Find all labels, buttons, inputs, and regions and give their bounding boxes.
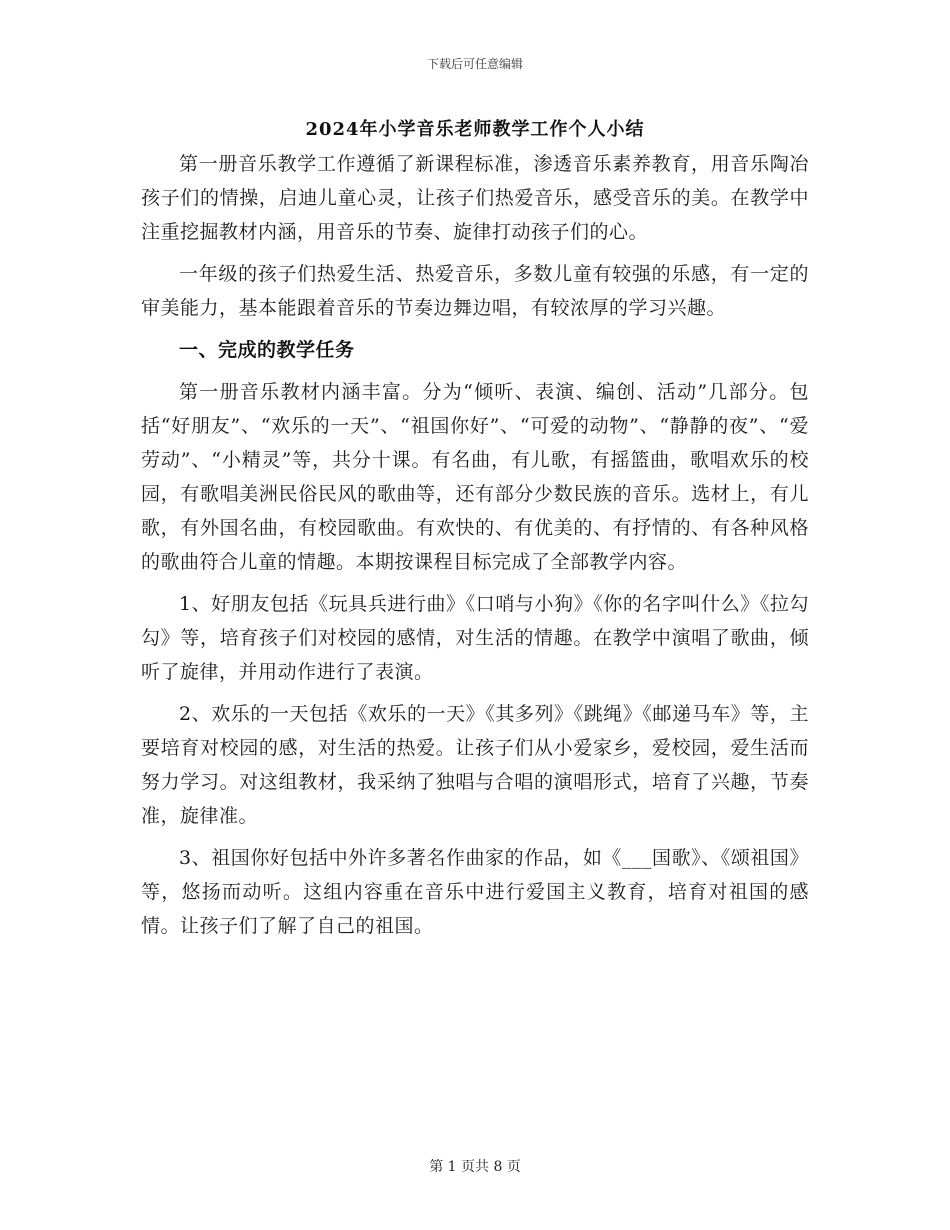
document-body — [141, 147, 809, 943]
paragraph: 第一册音乐教学工作遵循了新课程标准，渗透音乐素养教育，用音乐陶冶孩子们的情操，启迪儿童心灵，让孩子们热爱音乐，感受音乐的美。在教学中注重挖掘教材内涵，用音乐的节奏、旋律打动孩子们的心。 — [141, 153, 809, 243]
paragraph: 2、欢乐的一天包括《欢乐的一天》《其多列》《跳绳》《邮递马车》等，主要培育对校园的感，对生活的热爱。让孩子们从小爱家乡，爱校园，爱生活而努力学习。对这组教材，我采纳了独唱与合唱的演唱形式，培育了兴趣，节奏准，旋律准。 — [141, 703, 809, 827]
header-note: 下载后可任意编辑 — [426, 57, 523, 71]
paragraph: 1、好朋友包括《玩具兵进行曲》《口哨与小狗》《你的名字叫什么》《拉勾勾》等，培育孩子们对校园的感情，对生活的情趣。在教学中演唱了歌曲，倾听了旋律，并用动作进行了表演。 — [141, 593, 809, 683]
document-title: 2024年小学音乐老师教学工作个人小结 — [305, 119, 645, 140]
paragraph: 3、祖国你好包括中外许多著名作曲家的作品，如《___国歌》、《颂祖国》等，悠扬而动听。这组内容重在音乐中进行爱国主义教育，培育对祖国的感情。让孩子们了解了自己的祖国。 — [141, 847, 809, 937]
page-footer: 第 1 页共 8 页 — [429, 1159, 521, 1175]
paragraph: 一年级的孩子们热爱生活、热爱音乐，多数儿童有较强的乐感，有一定的审美能力，基本能跟着音乐的节奏边舞边唱，有较浓厚的学习兴趣。 — [141, 263, 809, 319]
section-heading: 一、完成的教学任务 — [179, 339, 355, 361]
paragraph: 第一册音乐教材内涵丰富。分为“倾听、表演、编创、活动”几部分。包括“好朋友”、“欢乐的一天”、“祖国你好”、“可爱的动物”、“静静的夜”、“爱劳动”、“小精灵”等，共分十课。有名曲，有儿歌，有摇篮曲，歌唱欢乐的校园，有歌唱美洲民俗民风的歌曲等，还有部分少数民族的音乐。选材上，有儿歌，有外国名曲，有校园歌曲。有欢快的、有优美的、有抒情的、有各种风格的歌曲符合儿童的情趣。本期按课程目标完成了全部教学内容。 — [141, 381, 809, 573]
